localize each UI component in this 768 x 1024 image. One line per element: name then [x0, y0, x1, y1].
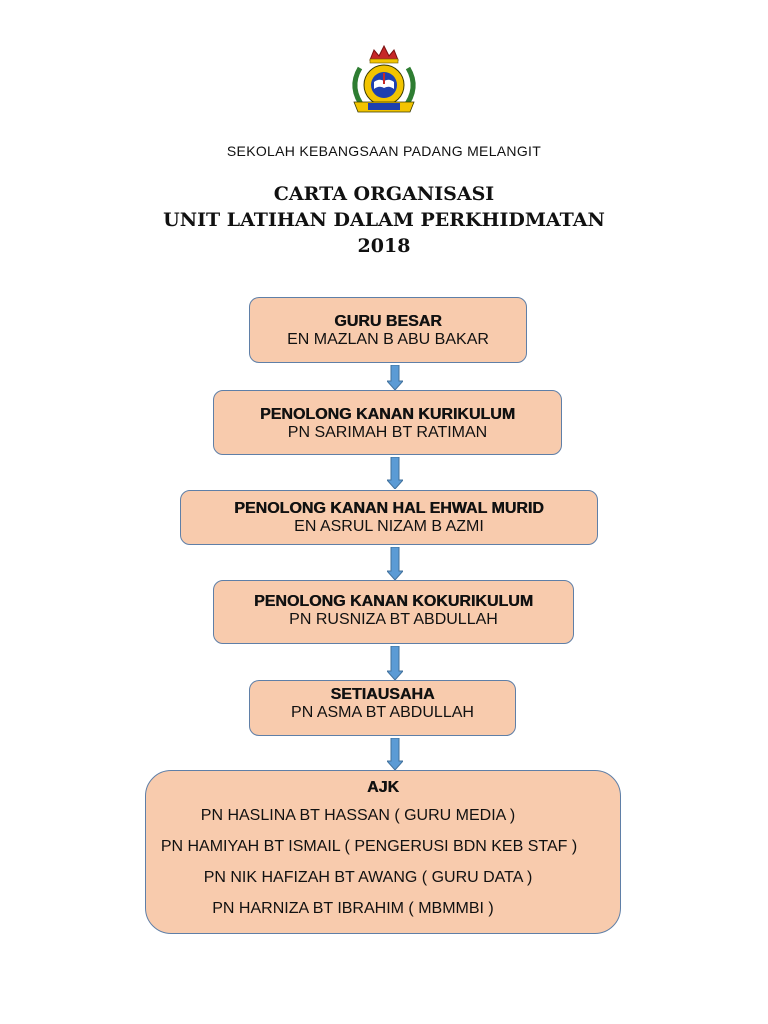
node-guru-besar	[249, 297, 527, 363]
node-role: PENOLONG KANAN KOKURIKULUM	[253, 593, 534, 610]
chart-title: CARTA ORGANISASI	[273, 183, 495, 205]
connector-arrow	[387, 738, 403, 770]
node-role: SETIAUSAHA	[330, 686, 435, 703]
node-role: AJK	[366, 779, 399, 796]
node-person: PN SARIMAH BT RATIMAN	[287, 424, 488, 441]
committee-member: PN HAMIYAH BT ISMAIL ( PENGERUSI BDN KEB STAF )	[160, 838, 578, 855]
node-person: PN RUSNIZA BT ABDULLAH	[289, 611, 498, 628]
node-penolong-kanan-kokurikulum	[213, 580, 574, 644]
connector-arrow	[387, 457, 403, 489]
node-penolong-kanan-hem	[180, 490, 598, 545]
node-ajk	[145, 770, 621, 934]
chart-year: 2018	[357, 235, 411, 257]
committee-member: PN HASLINA BT HASSAN ( GURU MEDIA )	[200, 807, 516, 824]
node-setiausaha	[249, 680, 516, 736]
connector-arrow	[387, 365, 403, 390]
node-person: EN MAZLAN B ABU BAKAR	[287, 331, 489, 348]
committee-member: PN NIK HAFIZAH BT AWANG ( GURU DATA )	[203, 869, 533, 886]
chart-subtitle: UNIT LATIHAN DALAM PERKHIDMATAN	[163, 209, 605, 231]
committee-member: PN HARNIZA BT IBRAHIM ( MBMMBI )	[212, 900, 494, 917]
connector-arrow	[387, 547, 403, 580]
connector-arrow	[387, 646, 403, 680]
node-person: PN ASMA BT ABDULLAH	[291, 704, 474, 721]
node-penolong-kanan-kurikulum	[213, 390, 562, 455]
node-person: EN ASRUL NIZAM B AZMI	[294, 518, 484, 535]
school-name: SEKOLAH KEBANGSAAN PADANG MELANGIT	[226, 143, 542, 159]
node-role: GURU BESAR	[334, 313, 442, 330]
node-role: PENOLONG KANAN KURIKULUM	[259, 406, 516, 423]
node-role: PENOLONG KANAN HAL EHWAL MURID	[234, 500, 544, 517]
school-crest-icon	[340, 42, 428, 120]
